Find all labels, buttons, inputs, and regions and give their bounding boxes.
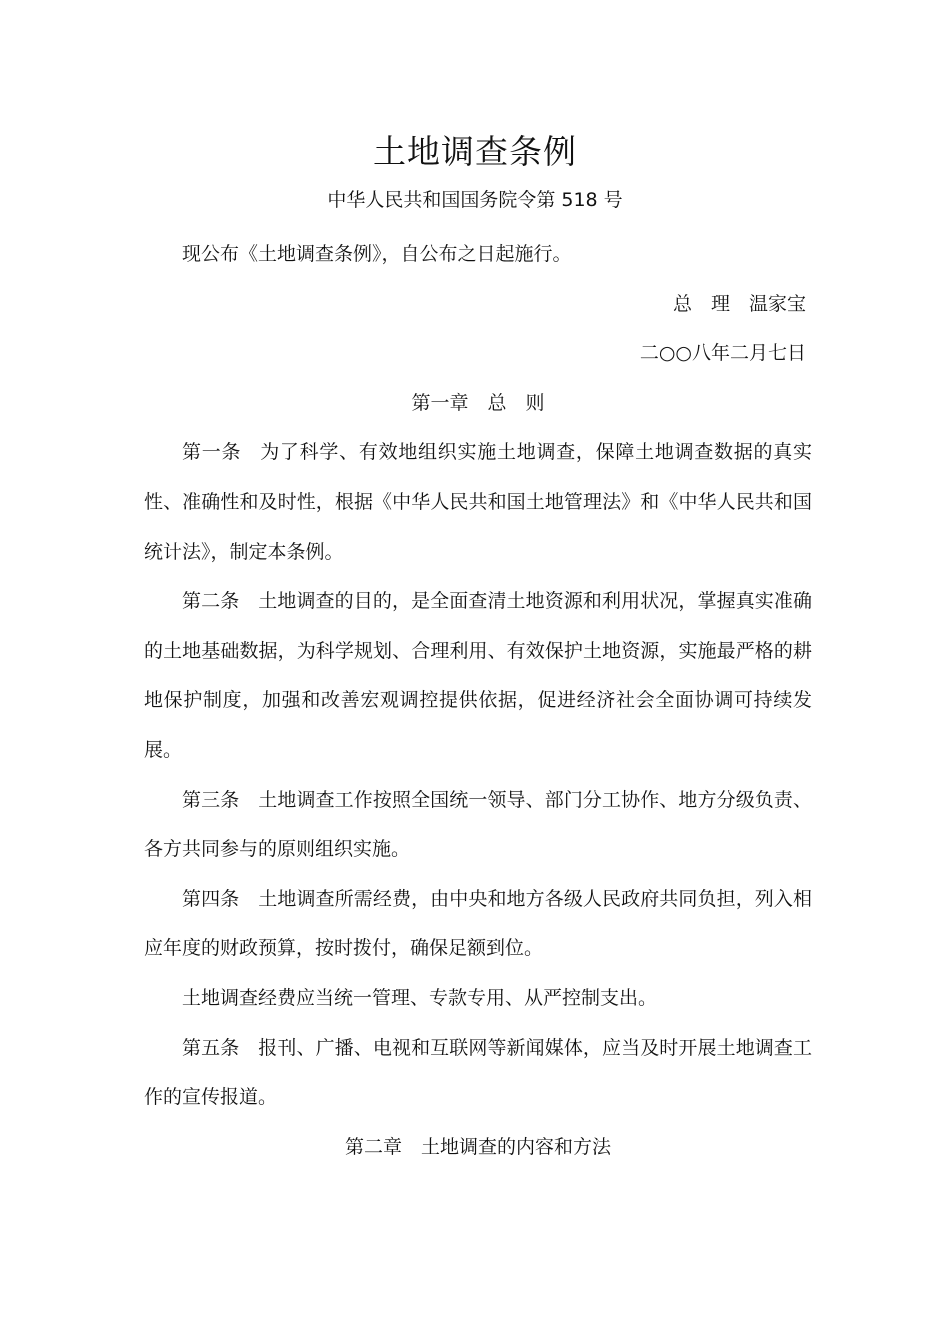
article-paragraph [144,776,812,875]
article-text: 土地调查工作按照全国统一领导、部门分工协作、地方分级负责、各方共同参与的原则组织实施。 [144,788,812,861]
signer-name: 温家宝 [748,292,806,315]
article-text: 为了科学、有效地组织实施土地调查，保障土地调查数据的真实性、准确性和及时性，根据《中华人民共和国土地管理法》和《中华人民共和国统计法》，制定本条例。 [144,441,812,563]
article-paragraph [144,1024,812,1123]
article-label: 第二条 [182,590,240,613]
order-number: 中华人民共和国国务院令第 518 号 [327,189,623,211]
document-body [144,230,812,1172]
document-title: 土地调查条例 [373,132,577,171]
signer-title: 总 理 [672,292,730,315]
article-text: 土地调查所需经费，由中央和地方各级人民政府共同负担，列入相应年度的财政预算，按时拨付，确保足额到位。 [144,887,812,960]
article-text: 土地调查的目的，是全面查清土地资源和利用状况，掌握真实准确的土地基础数据，为科学规划、合理利用、有效保护土地资源，实施最严格的耕地保护制度，加强和改善宏观调控提供依据，促进经济社会全面协调可持续发展。 [144,590,812,761]
article-label: 第四条 [182,887,240,910]
article-continuation-paragraph: 土地调查经费应当统一管理、专款专用、从严控制支出。 [182,986,658,1009]
promulgation-statement: 现公布《土地调查条例》，自公布之日起施行。 [182,243,572,265]
article-label: 第一条 [182,441,242,464]
article-paragraph [144,875,812,974]
article-paragraph [144,428,812,577]
article-label: 第三条 [182,788,240,811]
article-label: 第五条 [182,1036,240,1059]
article-paragraph [144,577,812,775]
article-text: 报刊、广播、电视和互联网等新闻媒体，应当及时开展土地调查工作的宣传报道。 [144,1036,812,1109]
issue-date: 二○○八年二月七日 [639,342,806,365]
signature-line [144,280,812,330]
chapter-heading: 第二章 土地调查的内容和方法 [344,1135,611,1158]
chapter-heading: 第一章 总 则 [411,391,545,414]
